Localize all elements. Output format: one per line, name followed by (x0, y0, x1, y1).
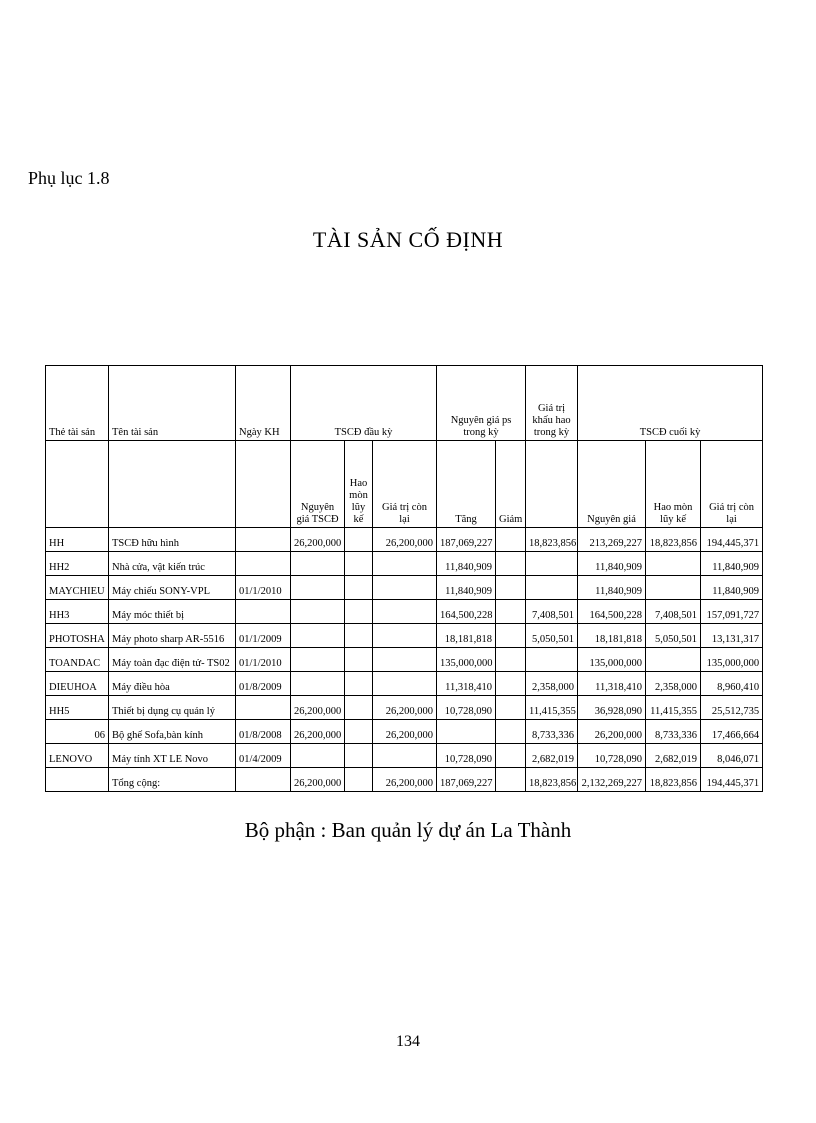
cell-opening-cost (291, 552, 345, 576)
cell-closing-cost: 11,840,909 (578, 552, 646, 576)
cell-increase: 11,318,410 (437, 672, 496, 696)
cell-name: Máy chiếu SONY-VPL (109, 576, 236, 600)
cell-date: 01/1/2010 (236, 576, 291, 600)
cell-depreciation: 2,682,019 (526, 744, 578, 768)
cell-depreciation: 8,733,336 (526, 720, 578, 744)
cell-opening-remaining: 26,200,000 (373, 528, 437, 552)
cell-depreciation: 18,823,856 (526, 768, 578, 792)
header-name: Tên tài sản (109, 366, 236, 441)
header-row-2 (46, 441, 763, 528)
cell-date: 01/8/2009 (236, 672, 291, 696)
cell-closing-accum: 2,682,019 (646, 744, 701, 768)
cell-opening-cost: 26,200,000 (291, 768, 345, 792)
cell-closing-cost: 18,181,818 (578, 624, 646, 648)
cell-depreciation: 18,823,856 (526, 528, 578, 552)
cell-opening-accum (345, 528, 373, 552)
cell-decrease (496, 672, 526, 696)
cell-date: 01/1/2010 (236, 648, 291, 672)
cell-closing-accum: 18,823,856 (646, 768, 701, 792)
cell-increase: 18,181,818 (437, 624, 496, 648)
cell-decrease (496, 576, 526, 600)
cell-opening-accum (345, 696, 373, 720)
header-code: Thẻ tài sản (46, 366, 109, 441)
cell-opening-remaining (373, 576, 437, 600)
appendix-label: Phụ lục 1.8 (28, 168, 110, 188)
cell-decrease (496, 768, 526, 792)
cell-decrease (496, 528, 526, 552)
cell-decrease (496, 624, 526, 648)
cell-increase: 11,840,909 (437, 552, 496, 576)
cell-increase: 164,500,228 (437, 600, 496, 624)
cell-opening-accum (345, 672, 373, 696)
cell-decrease (496, 696, 526, 720)
cell-name: Máy tính XT LE Novo (109, 744, 236, 768)
header-closing-group: TSCĐ cuối kỳ (578, 366, 763, 441)
cell-closing-cost: 11,840,909 (578, 576, 646, 600)
cell-date: 01/1/2009 (236, 624, 291, 648)
table-row (46, 576, 763, 600)
cell-closing-cost: 10,728,090 (578, 744, 646, 768)
cell-opening-remaining (373, 672, 437, 696)
cell-opening-accum (345, 720, 373, 744)
cell-opening-cost (291, 600, 345, 624)
cell-increase: 11,840,909 (437, 576, 496, 600)
cell-opening-cost (291, 672, 345, 696)
cell-depreciation (526, 648, 578, 672)
cell-closing-remaining: 13,131,317 (701, 624, 763, 648)
table-row (46, 696, 763, 720)
cell-closing-accum: 5,050,501 (646, 624, 701, 648)
header-date: Ngày KH (236, 366, 291, 441)
header-closing-remaining: Giá trị còn lại (701, 441, 763, 528)
cell-depreciation (526, 576, 578, 600)
table-row (46, 552, 763, 576)
cell-code: HH5 (46, 696, 109, 720)
cell-date: 01/4/2009 (236, 744, 291, 768)
cell-increase: 135,000,000 (437, 648, 496, 672)
table-row (46, 672, 763, 696)
header-opening-group: TSCĐ đầu kỳ (291, 366, 437, 441)
cell-opening-accum (345, 600, 373, 624)
cell-increase: 187,069,227 (437, 768, 496, 792)
cell-closing-cost: 36,928,090 (578, 696, 646, 720)
cell-closing-accum (646, 576, 701, 600)
header-blank (109, 441, 236, 528)
table-row (46, 744, 763, 768)
page-number: 134 (396, 1033, 420, 1050)
cell-closing-remaining: 17,466,664 (701, 720, 763, 744)
cell-name: Máy photo sharp AR-5516 (109, 624, 236, 648)
header-opening-remaining: Giá trị còn lại (373, 441, 437, 528)
header-depreciation: Giá trị khấu hao trong kỳ (526, 366, 578, 441)
cell-code: HH2 (46, 552, 109, 576)
header-decrease: Giảm (496, 441, 526, 528)
header-opening-accum: Hao mòn lũy kế (345, 441, 373, 528)
cell-closing-cost: 213,269,227 (578, 528, 646, 552)
cell-closing-cost: 135,000,000 (578, 648, 646, 672)
cell-name: Máy móc thiết bị (109, 600, 236, 624)
cell-opening-remaining (373, 624, 437, 648)
cell-opening-cost (291, 576, 345, 600)
cell-code: MAYCHIEU (46, 576, 109, 600)
cell-closing-remaining: 8,960,410 (701, 672, 763, 696)
table-row (46, 624, 763, 648)
cell-opening-cost: 26,200,000 (291, 528, 345, 552)
cell-depreciation: 11,415,355 (526, 696, 578, 720)
cell-opening-cost (291, 744, 345, 768)
table-row (46, 528, 763, 552)
cell-increase (437, 720, 496, 744)
cell-closing-remaining: 8,046,071 (701, 744, 763, 768)
cell-date (236, 528, 291, 552)
cell-opening-remaining (373, 648, 437, 672)
cell-opening-remaining (373, 600, 437, 624)
cell-name: Tổng cộng: (109, 768, 236, 792)
cell-opening-remaining (373, 744, 437, 768)
cell-closing-accum: 7,408,501 (646, 600, 701, 624)
cell-depreciation (526, 552, 578, 576)
header-increase: Tăng (437, 441, 496, 528)
cell-code (46, 768, 109, 792)
header-row-1 (46, 366, 763, 441)
cell-code: 06 (46, 720, 109, 744)
table-row (46, 768, 763, 792)
cell-closing-accum: 18,823,856 (646, 528, 701, 552)
cell-date (236, 600, 291, 624)
asset-rows (46, 528, 763, 792)
document-title: TÀI SẢN CỐ ĐỊNH (312, 227, 504, 252)
cell-decrease (496, 648, 526, 672)
cell-name: Máy điều hòa (109, 672, 236, 696)
cell-closing-cost: 26,200,000 (578, 720, 646, 744)
cell-closing-accum (646, 648, 701, 672)
cell-closing-remaining: 194,445,371 (701, 528, 763, 552)
cell-date (236, 552, 291, 576)
cell-closing-remaining: 25,512,735 (701, 696, 763, 720)
cell-code: HH3 (46, 600, 109, 624)
cell-opening-accum (345, 744, 373, 768)
header-opening-cost: Nguyên giá TSCĐ (291, 441, 345, 528)
table-row (46, 648, 763, 672)
cell-date: 01/8/2008 (236, 720, 291, 744)
cell-code: TOANDAC (46, 648, 109, 672)
header-blank (46, 441, 109, 528)
header-closing-cost: Nguyên giá (578, 441, 646, 528)
cell-code: LENOVO (46, 744, 109, 768)
cell-opening-accum (345, 768, 373, 792)
cell-opening-cost: 26,200,000 (291, 720, 345, 744)
cell-decrease (496, 552, 526, 576)
cell-decrease (496, 600, 526, 624)
cell-opening-remaining: 26,200,000 (373, 720, 437, 744)
cell-closing-remaining: 194,445,371 (701, 768, 763, 792)
header-blank (526, 441, 578, 528)
cell-opening-remaining: 26,200,000 (373, 768, 437, 792)
cell-depreciation: 5,050,501 (526, 624, 578, 648)
cell-decrease (496, 744, 526, 768)
cell-closing-remaining: 157,091,727 (701, 600, 763, 624)
cell-closing-accum: 2,358,000 (646, 672, 701, 696)
cell-increase: 10,728,090 (437, 744, 496, 768)
cell-opening-cost: 26,200,000 (291, 696, 345, 720)
header-cost-ps-group: Nguyên giá ps trong kỳ (437, 366, 526, 441)
cell-name: Bộ ghế Sofa,bàn kính (109, 720, 236, 744)
department-line: Bộ phận : Ban quản lý dự án La Thành (244, 818, 572, 842)
cell-increase: 10,728,090 (437, 696, 496, 720)
cell-closing-accum (646, 552, 701, 576)
cell-opening-cost (291, 648, 345, 672)
header-blank (236, 441, 291, 528)
cell-depreciation: 2,358,000 (526, 672, 578, 696)
cell-opening-remaining: 26,200,000 (373, 696, 437, 720)
cell-name: Nhà cửa, vật kiến trúc (109, 552, 236, 576)
cell-opening-accum (345, 552, 373, 576)
table-row (46, 720, 763, 744)
cell-depreciation: 7,408,501 (526, 600, 578, 624)
cell-opening-accum (345, 576, 373, 600)
cell-opening-cost (291, 624, 345, 648)
cell-name: Thiết bị dụng cụ quản lý (109, 696, 236, 720)
cell-closing-cost: 11,318,410 (578, 672, 646, 696)
cell-closing-remaining: 11,840,909 (701, 576, 763, 600)
cell-decrease (496, 720, 526, 744)
cell-date (236, 696, 291, 720)
header-closing-accum: Hao mòn lũy kế (646, 441, 701, 528)
cell-name: TSCĐ hữu hình (109, 528, 236, 552)
table-row (46, 600, 763, 624)
cell-closing-accum: 8,733,336 (646, 720, 701, 744)
cell-closing-remaining: 135,000,000 (701, 648, 763, 672)
cell-date (236, 768, 291, 792)
cell-closing-cost: 2,132,269,227 (578, 768, 646, 792)
cell-opening-accum (345, 648, 373, 672)
cell-code: PHOTOSHA (46, 624, 109, 648)
cell-code: HH (46, 528, 109, 552)
cell-opening-remaining (373, 552, 437, 576)
cell-increase: 187,069,227 (437, 528, 496, 552)
cell-code: DIEUHOA (46, 672, 109, 696)
cell-opening-accum (345, 624, 373, 648)
cell-name: Máy toàn đạc điện tử- TS02 (109, 648, 236, 672)
cell-closing-cost: 164,500,228 (578, 600, 646, 624)
fixed-assets-table (45, 365, 763, 792)
cell-closing-remaining: 11,840,909 (701, 552, 763, 576)
cell-closing-accum: 11,415,355 (646, 696, 701, 720)
